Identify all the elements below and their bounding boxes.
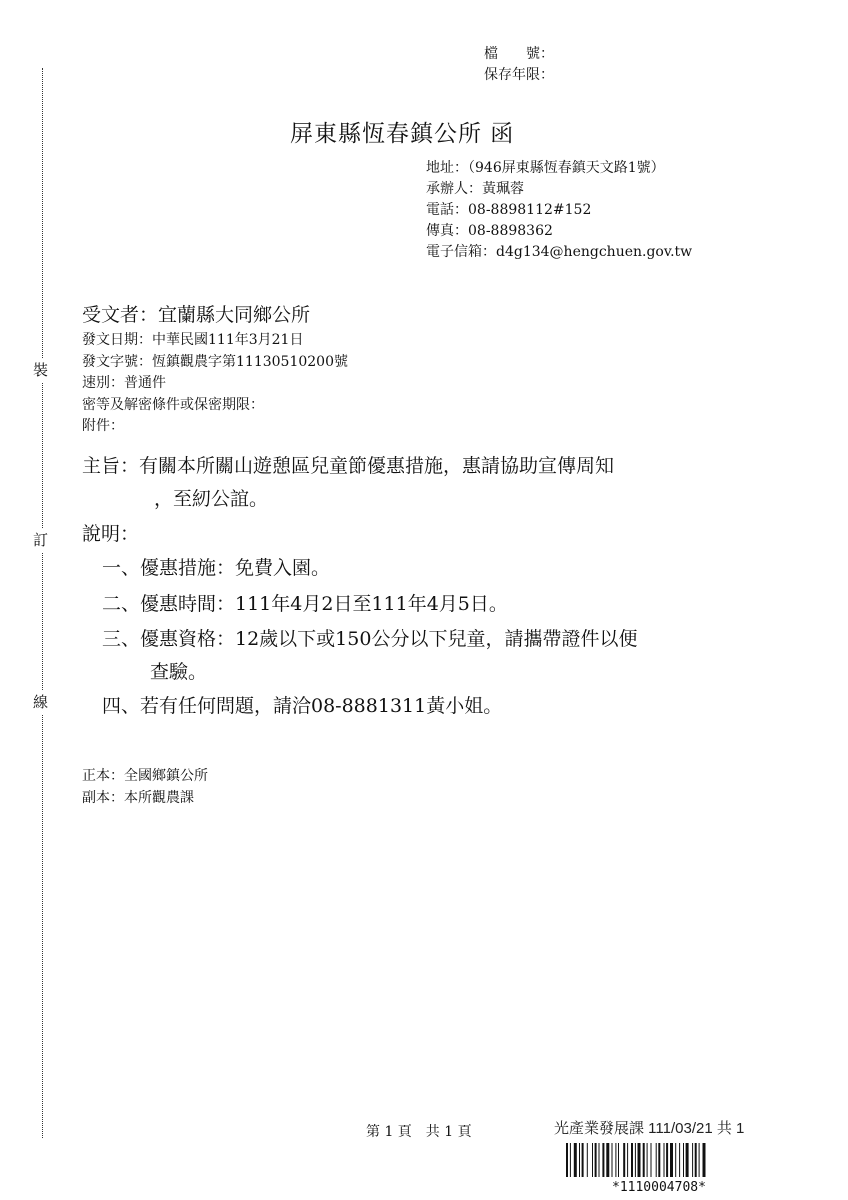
subject-line-2: ，至紉公誼。 <box>154 488 269 510</box>
issue-date: 發文日期：中華民國111年3月21日 <box>82 332 304 348</box>
barcode-bar <box>582 1143 584 1177</box>
binding-dotted-line <box>42 68 43 1138</box>
explanation-item-2: 二、優惠時間：111年4月2日至111年4月5日。 <box>102 593 508 615</box>
explanation-heading: 說明： <box>82 523 140 545</box>
retention-period-label: 保存年限： <box>484 67 554 83</box>
document-title: 屏東縣恆春鎮公所 函 <box>290 121 515 147</box>
distribution-original: 正本：全國鄉鎮公所 <box>82 768 208 784</box>
explanation-item-1: 一、優惠措施：免費入園。 <box>102 557 331 579</box>
barcode-bar <box>664 1143 665 1177</box>
barcode-bar <box>658 1143 660 1177</box>
barcode-bar <box>635 1143 636 1177</box>
barcode-bar <box>599 1143 600 1177</box>
document-meta <box>82 330 348 438</box>
subject-line-1: 主旨：有關本所關山遊憩區兒童節優惠措施，惠請協助宣傳周知 <box>82 455 615 477</box>
binding-mark-zhuang: 裝 <box>33 358 48 382</box>
barcode-bar <box>623 1143 625 1177</box>
barcode-bar <box>643 1143 645 1177</box>
barcode-bar <box>631 1143 633 1177</box>
barcode-bar <box>670 1143 673 1177</box>
barcode-bar <box>651 1143 652 1177</box>
barcode-bar <box>699 1143 700 1177</box>
barcode-bar <box>683 1143 684 1177</box>
barcode-bar <box>647 1143 648 1177</box>
received-stamp: 光產業發展課 111/03/21 共 1 <box>554 1120 745 1137</box>
barcode-bar <box>692 1143 693 1177</box>
sender-address: 地址：（946屏東縣恆春鎮天文路1號） <box>426 160 665 176</box>
sender-info <box>426 158 692 263</box>
sender-fax: 傳真：08-8898362 <box>426 223 553 239</box>
barcode-bar <box>615 1143 616 1177</box>
explanation-item-4: 四、若有任何問題，請洽08-8881311黃小姐。 <box>102 695 503 717</box>
explanation-item-3: 三、優惠資格：12歲以下或150公分以下兒童，請攜帶證件以便 <box>102 628 638 650</box>
sender-email: 電子信箱：d4g134@hengchuen.gov.tw <box>426 244 693 260</box>
barcode-bar <box>566 1143 568 1177</box>
barcode-bar <box>602 1143 604 1177</box>
barcode-bar <box>703 1143 706 1177</box>
recipient: 受文者：宜蘭縣大同鄉公所 <box>82 304 311 326</box>
barcode-bar <box>592 1143 593 1177</box>
barcode-bar <box>570 1143 571 1177</box>
barcode-bar <box>606 1143 609 1177</box>
distribution-copy: 副本：本所觀農課 <box>82 790 194 806</box>
doc-number: 發文字號：恆鎮觀農字第11130510200號 <box>82 353 348 370</box>
barcode-image <box>566 1143 752 1177</box>
barcode-bar <box>579 1143 580 1177</box>
barcode-number: *1110004708* <box>612 1180 706 1195</box>
barcode-bar <box>587 1143 588 1177</box>
barcode-bar <box>574 1143 577 1177</box>
page-number: 第 1 頁 共 1 頁 <box>366 1124 472 1140</box>
barcode-bar <box>679 1143 680 1177</box>
barcode-bar <box>595 1143 597 1177</box>
barcode-bar <box>627 1143 628 1177</box>
speed-class: 速別：普通件 <box>82 375 166 391</box>
sender-handler: 承辦人：黃珮蓉 <box>426 181 524 197</box>
barcode-bar <box>612 1143 613 1177</box>
barcode-bar <box>638 1143 641 1177</box>
barcode-bar <box>686 1143 689 1177</box>
binding-mark-xian: 線 <box>33 690 48 714</box>
explanation-item-3-cont: 查驗。 <box>150 661 208 683</box>
barcode-bar <box>618 1143 619 1177</box>
barcode-bar <box>656 1143 657 1177</box>
barcode-bar <box>695 1143 697 1177</box>
barcode-bar <box>675 1143 676 1177</box>
secrecy-terms: 密等及解密條件或保密期限： <box>82 396 264 413</box>
binding-mark-ding: 訂 <box>33 528 48 552</box>
attachment: 附件： <box>82 418 124 434</box>
sender-phone: 電話：08-8898112#152 <box>426 202 592 218</box>
barcode-bar <box>666 1143 668 1177</box>
file-number-label: 檔 號： <box>484 46 554 62</box>
